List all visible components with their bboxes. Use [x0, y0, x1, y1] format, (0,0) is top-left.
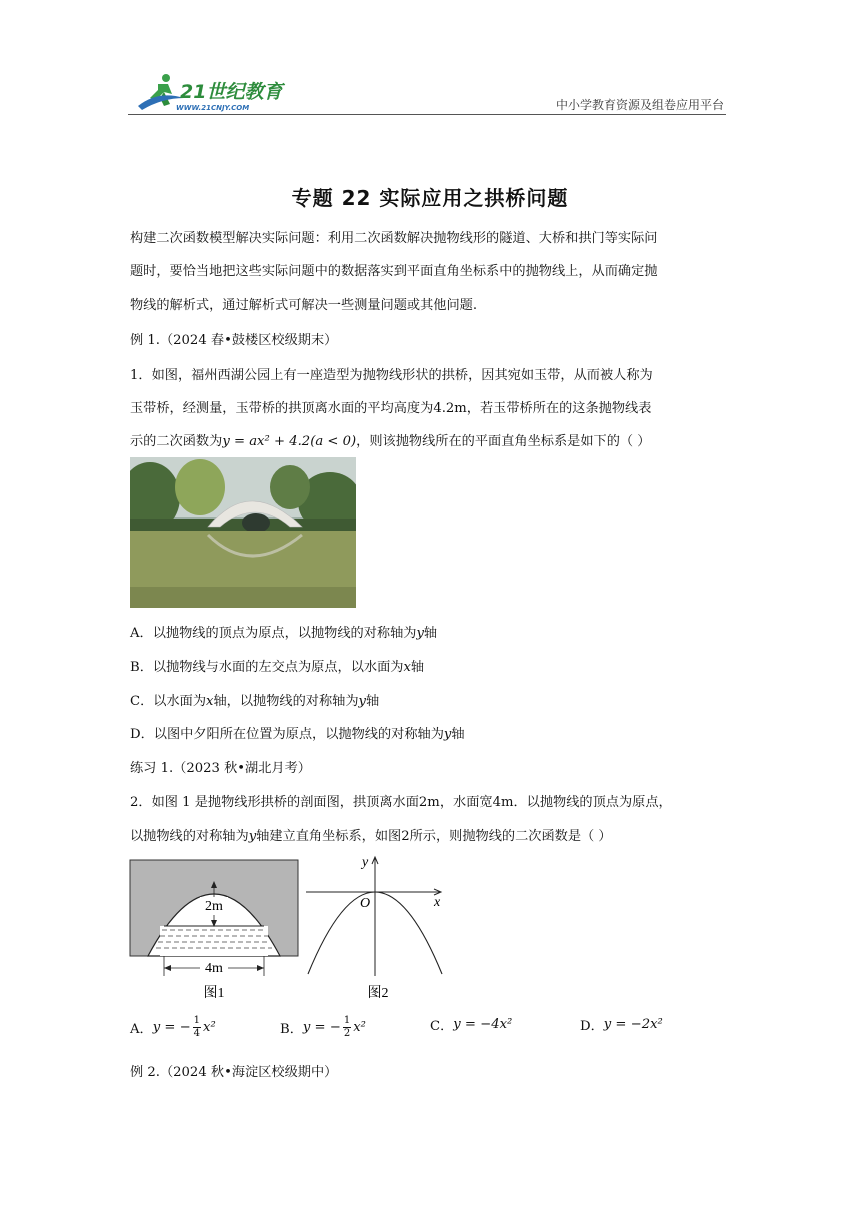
text: ，水面宽 [439, 795, 493, 810]
bridge-photo [130, 457, 356, 608]
text: 轴，以抛物线的对称轴为 [213, 694, 359, 709]
choice-c[interactable] [430, 1015, 512, 1034]
text: ，则该抛物线所在的平面直角坐标系是如下的（ ） [356, 434, 651, 449]
var: y [443, 727, 452, 742]
choice-lhs: y = − [302, 1020, 341, 1035]
text: 2．如图 1 是抛物线形拱桥的剖面图，拱顶离水面 [130, 795, 419, 810]
text: 以抛物线的对称轴为 [130, 829, 249, 844]
text: D．以图中夕阳所在位置为原点，以抛物线的对称轴为 [130, 727, 444, 742]
formula: y = ax² + 4.2(a < 0) [222, 434, 357, 449]
option-b[interactable] [130, 656, 424, 675]
text: 所示，则抛物线的二次函数是（ ） [409, 829, 612, 844]
choice-lhs: y = −2x² [603, 1017, 663, 1032]
intro-line: 题时，要恰当地把这些实际问题中的数据落实到平面直角坐标系中的抛物线上，从而确定抛 [130, 264, 658, 279]
choice-label: A． [130, 1022, 153, 1037]
page-title: 专题 22 实际应用之拱桥问题 [291, 186, 569, 210]
fig1-height: 2m [205, 899, 223, 914]
var: y [248, 829, 257, 844]
value: 4m [492, 795, 514, 810]
text: 轴 [410, 660, 425, 675]
text: C．以水面为 [130, 694, 207, 709]
text: B．以抛物线与水面的左交点为原点，以水面为 [130, 660, 404, 675]
practice-label: 练习 1.（2023 秋•湖北月考） [130, 761, 311, 776]
fig2-caption: 图2 [367, 986, 389, 1001]
option-a[interactable] [130, 622, 437, 641]
fig1-caption: 图1 [203, 986, 225, 1001]
value: 4.2m [433, 401, 467, 416]
denominator: 2 [343, 1028, 351, 1039]
text: 玉带桥，经测量，玉带桥的拱顶离水面的平均高度为 [130, 401, 434, 416]
origin-label: O [360, 896, 371, 911]
logo [128, 70, 298, 114]
choice-b[interactable] [280, 1015, 366, 1040]
var: x [403, 660, 411, 675]
text: ，若玉带桥所在的这条抛物线表 [466, 401, 652, 416]
question-line [130, 791, 672, 810]
fraction [193, 1015, 201, 1040]
intro-line: 构建二次函数模型解决实际问题：利用二次函数解决抛物线形的隧道、大桥和拱门等实际问 [130, 231, 658, 246]
figure-1 [130, 860, 298, 1001]
choice-rhs: x² [353, 1020, 366, 1035]
question-line [130, 825, 612, 844]
example-label: 例 2.（2024 秋•海淀区校级期中） [130, 1065, 338, 1080]
fig1-width: 4m [205, 961, 223, 976]
choice-lhs: y = −4x² [453, 1017, 513, 1032]
text: 示的二次函数为 [130, 434, 223, 449]
var: x [206, 694, 214, 709]
numerator: 1 [193, 1015, 201, 1026]
header-rule [128, 114, 726, 115]
choice-d[interactable] [580, 1015, 663, 1034]
var: y [416, 626, 424, 641]
intro-line: 物线的解析式，通过解析式可解决一些测量问题或其他问题. [130, 298, 478, 313]
question-line [130, 430, 651, 449]
example-label: 例 1.（2024 春•鼓楼区校级期末） [130, 333, 338, 348]
page-header [128, 66, 726, 116]
choice-a[interactable] [130, 1015, 216, 1040]
text: 轴 [365, 694, 380, 709]
logo-text: 21世纪教育 [180, 81, 283, 103]
axis-y-label: y [362, 855, 369, 870]
figures [128, 852, 458, 1002]
option-d[interactable] [130, 723, 465, 742]
text: A．以抛物线的顶点为原点，以抛物线的对称轴为 [130, 626, 417, 641]
denominator: 4 [193, 1028, 201, 1039]
value: 2m [418, 795, 440, 810]
choice-lhs: y = − [152, 1020, 191, 1035]
choice-label: C． [430, 1019, 454, 1034]
choice-label: D． [580, 1019, 604, 1034]
text: 轴 [451, 727, 465, 742]
var: y [358, 694, 366, 709]
answer-choices [130, 1015, 730, 1049]
choice-rhs: x² [203, 1020, 216, 1035]
text: 轴 [423, 626, 438, 641]
axis-x-label: x [434, 895, 441, 910]
choice-label: B． [280, 1022, 303, 1037]
text: 轴建立直角坐标系，如图 [256, 829, 402, 844]
logo-url: WWW.21CNJY.COM [176, 104, 250, 112]
numerator: 1 [343, 1015, 351, 1026]
option-c[interactable] [130, 690, 379, 709]
question-line: 1．如图，福州西湖公园上有一座造型为抛物线形状的拱桥，因其宛如玉带，从而被人称为 [130, 368, 653, 383]
question-line [130, 397, 651, 416]
text: ．以抛物线的顶点为原点， [513, 795, 672, 810]
value: 2 [401, 829, 410, 844]
platform-name: 中小学教育资源及组卷应用平台 [555, 98, 724, 112]
fraction [343, 1015, 351, 1040]
figure-2 [306, 855, 442, 1001]
